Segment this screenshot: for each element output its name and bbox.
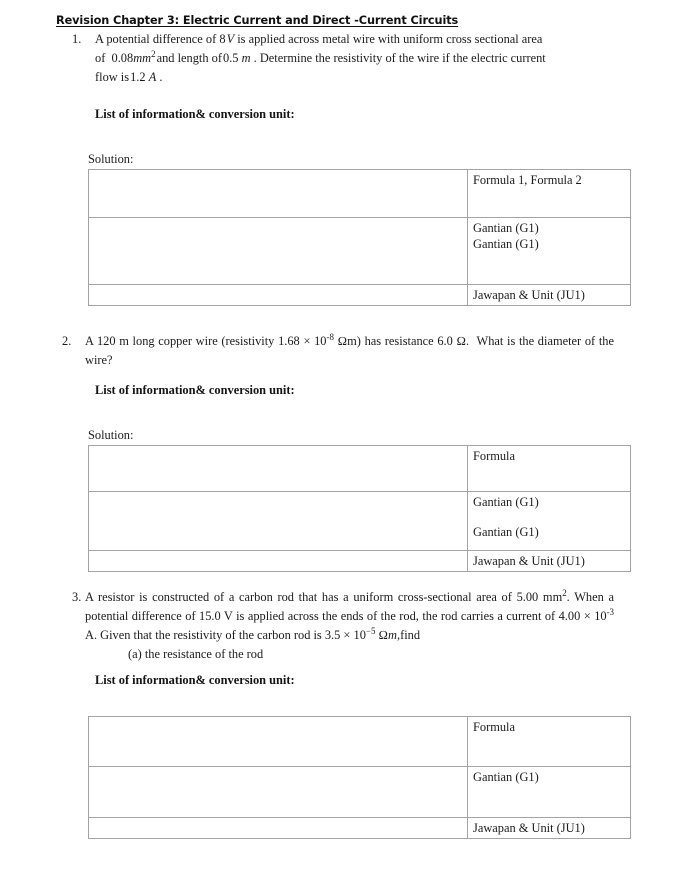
table-row xyxy=(89,285,631,306)
question-3-subitem-a: (a) the resistance of the rod xyxy=(128,647,264,661)
substitution-label-2: Gantian (G1) xyxy=(473,525,539,539)
solution-label-1: Solution: xyxy=(88,152,134,166)
formula-cell xyxy=(468,446,631,492)
table-row xyxy=(89,818,631,839)
question-1-text xyxy=(95,30,614,87)
table-row xyxy=(89,218,631,285)
substitution-cell xyxy=(468,218,631,285)
substitution-label-1: Gantian (G1) xyxy=(473,770,539,784)
cell-spacer xyxy=(473,510,626,524)
answer-label: Jawapan & Unit (JU1) xyxy=(473,821,585,835)
table-row xyxy=(89,170,631,218)
question-2-text: A 120 m long copper wire (resistivity $1.68 \times 10^{-8}$ Ωm) has resistance 6.0 Ω. What is the diameter of the wire? xyxy=(85,331,614,367)
substitution-label-2: Gantian (G1) xyxy=(473,237,539,251)
question-1-number: 1. xyxy=(72,32,82,46)
question-2-number: 2. xyxy=(62,334,72,348)
question-3-text: A resistor is constructed of a carbon rod that has a uniform cross-sectional area of 5.00 $mm^2$. When a potential difference of 15.0 V is applied across the ends of the rod, the rod carries a current of $4.00 \times 10^{-3}$ A. Given that the resistivity of the carbon rod is $3.5 \times 10^{-5}$ Ωm,find (a) the resistance of the rod xyxy=(85,588,614,664)
work-area-cell[interactable] xyxy=(89,492,468,551)
formula-label: Formula xyxy=(473,720,515,734)
info-label-3: List of information& conversion unit: xyxy=(95,673,295,687)
formula-cell xyxy=(468,170,631,218)
question-1-line-3: flow is 1.2 A . xyxy=(95,70,163,84)
work-area-cell[interactable] xyxy=(89,551,468,572)
table-row xyxy=(89,446,631,492)
work-area-cell[interactable] xyxy=(89,717,468,767)
solution-table-2 xyxy=(88,445,631,572)
work-area-cell[interactable] xyxy=(89,218,468,285)
formula-cell xyxy=(468,717,631,767)
substitution-cell xyxy=(468,492,631,551)
question-3-number: 3. xyxy=(72,590,82,604)
solution-table-1 xyxy=(88,169,631,306)
table-row xyxy=(89,492,631,551)
solution-label-2: Solution: xyxy=(88,428,134,442)
solution-table-3 xyxy=(88,716,631,839)
answer-label: Jawapan & Unit (JU1) xyxy=(473,288,585,302)
answer-cell xyxy=(468,285,631,306)
work-area-cell[interactable] xyxy=(89,285,468,306)
table-row xyxy=(89,551,631,572)
table-row xyxy=(89,767,631,818)
answer-cell xyxy=(468,551,631,572)
substitution-label-1: Gantian (G1) xyxy=(473,221,539,235)
question-1-line-2: of $0.08mm^2$ and length of 0.5 m . Determine the resistivity of the wire if the electric current xyxy=(95,48,546,65)
question-1-line-1: A potential difference of 8 V is applied across metal wire with uniform cross sectional area xyxy=(95,32,543,46)
info-label-2: List of information& conversion unit: xyxy=(95,383,295,397)
work-area-cell[interactable] xyxy=(89,767,468,818)
question-1 xyxy=(72,30,614,87)
substitution-cell xyxy=(468,767,631,818)
work-area-cell[interactable] xyxy=(89,446,468,492)
page-title: Revision Chapter 3: Electric Current and Direct -Current Circuits xyxy=(56,14,459,27)
substitution-label-1: Gantian (G1) xyxy=(473,495,539,509)
question-2 xyxy=(62,332,614,370)
table-row xyxy=(89,717,631,767)
info-label-1: List of information& conversion unit: xyxy=(95,107,295,121)
formula-label: Formula xyxy=(473,449,515,463)
answer-label: Jawapan & Unit (JU1) xyxy=(473,554,585,568)
answer-cell xyxy=(468,818,631,839)
question-3 xyxy=(72,588,614,664)
work-area-cell[interactable] xyxy=(89,818,468,839)
work-area-cell[interactable] xyxy=(89,170,468,218)
formula-label: Formula 1, Formula 2 xyxy=(473,173,582,187)
